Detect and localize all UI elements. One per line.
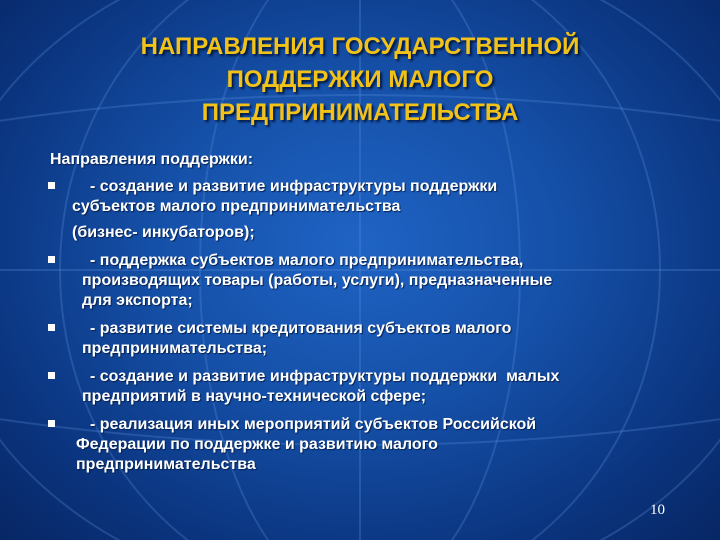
list-item-line: субъектов малого предпринимательства (72, 198, 401, 215)
square-bullet-icon (48, 324, 55, 331)
list-item (44, 367, 694, 407)
list-item-line: производящих товары (работы, услуги), предназначенные (82, 272, 553, 289)
slide-title (40, 30, 680, 129)
list-item (44, 415, 694, 475)
list-item-line: Федерации по поддержке и развитию малого (76, 436, 438, 453)
list-item-line: предпринимательства (76, 456, 256, 473)
square-bullet-icon (48, 372, 55, 379)
list-item-line: - развитие системы кредитования субъектов малого (90, 320, 512, 337)
square-bullet-icon (48, 420, 55, 427)
intro-text: Направления поддержки: (50, 151, 254, 168)
square-bullet-icon (48, 256, 55, 263)
list-item-line: для экспорта; (82, 292, 193, 309)
title-line-1: НАПРАВЛЕНИЯ ГОСУДАРСТВЕННОЙ (140, 33, 580, 60)
list-item-line: - создание и развитие инфраструктуры поддержки (90, 178, 498, 195)
list-item-line: (бизнес- инкубаторов); (72, 224, 255, 241)
list-item (44, 177, 694, 243)
list-item (44, 251, 694, 311)
title-line-2: ПОДДЕРЖКИ МАЛОГО (226, 66, 494, 93)
list-item (44, 319, 694, 359)
list-item-line: - поддержка субъектов малого предпринимательства, (90, 252, 524, 269)
list-item-line: - реализация иных мероприятий субъектов Российской (90, 416, 537, 433)
title-line-3: ПРЕДПРИНИМАТЕЛЬСТВА (201, 99, 519, 126)
square-bullet-icon (48, 182, 55, 189)
list-item-line: предпринимательства; (82, 340, 268, 357)
slide-body (44, 150, 694, 483)
list-item-line: - создание и развитие инфраструктуры поддержки малых (90, 368, 560, 385)
page-number: 10 (650, 502, 665, 518)
list-item-line: предприятий в научно-технической сфере; (82, 388, 427, 405)
